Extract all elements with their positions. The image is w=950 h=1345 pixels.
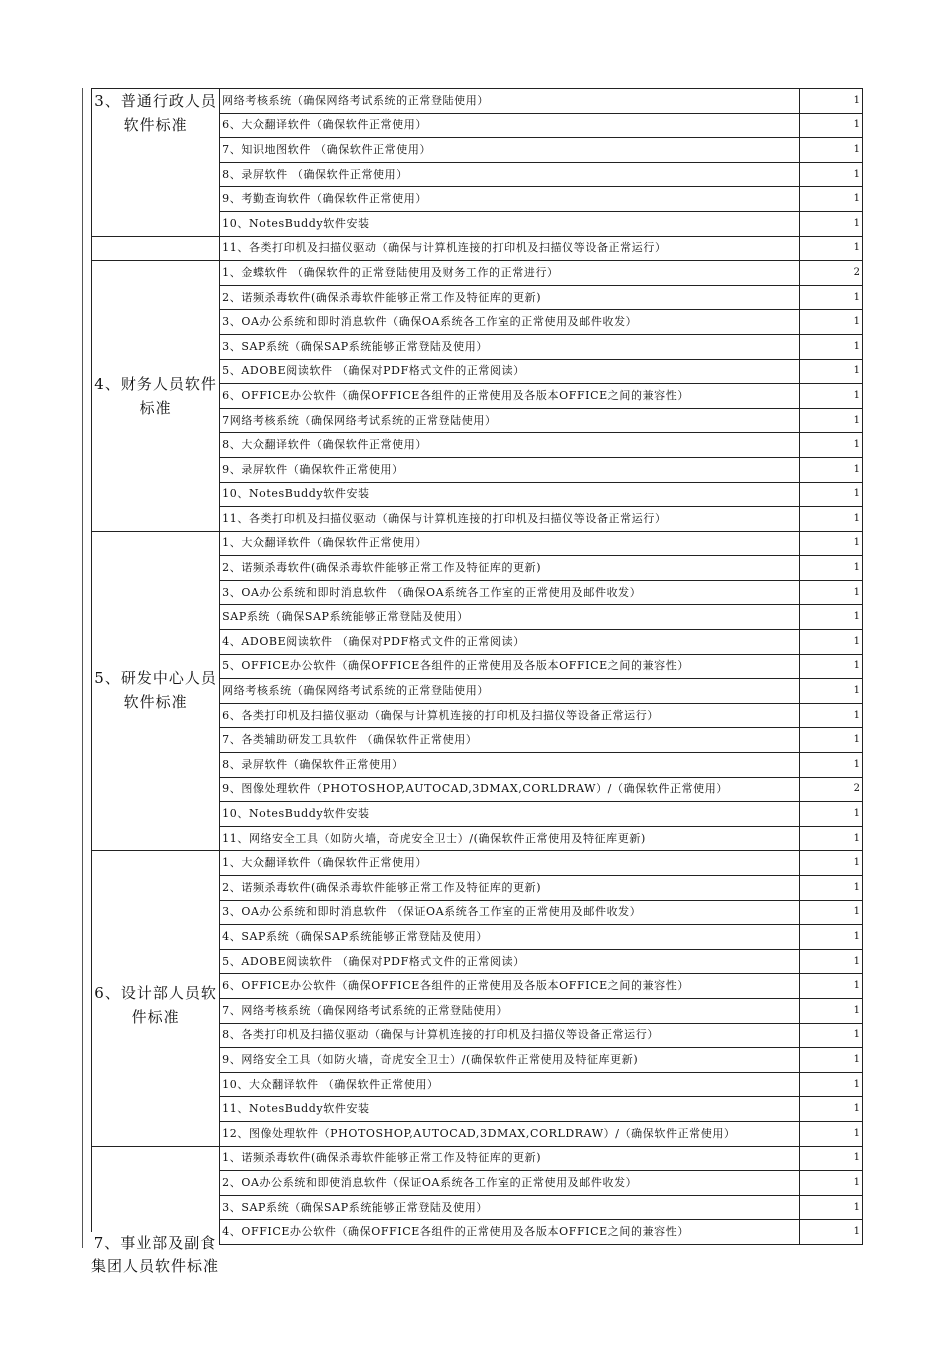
table-row [92, 1146, 863, 1171]
category-cell [92, 236, 220, 261]
software-item: 7、网络考核系统（确保网络考试系统的正常登陆使用） [220, 998, 800, 1023]
software-item: 1、大众翻译软件（确保软件正常使用） [220, 851, 800, 876]
quantity-cell: 1 [799, 753, 862, 778]
quantity-cell: 1 [799, 408, 862, 433]
category-label: 6、设计部人员软件标准 [94, 984, 217, 1026]
quantity-cell: 1 [799, 162, 862, 187]
software-item: 11、各类打印机及扫描仪驱动（确保与计算机连接的打印机及扫描仪等设备正常运行） [220, 236, 800, 261]
software-item: 2、诺频杀毒软件(确保杀毒软件能够正常工作及特征库的更新) [220, 556, 800, 581]
software-item: 4、SAP系统（确保SAP系统能够正常登陆及使用） [220, 925, 800, 950]
software-item: 6、OFFICE办公软件（确保OFFICE各组件的正常使用及各版本OFFICE之间的兼容性） [220, 384, 800, 409]
category-label: 4、财务人员软件标准 [94, 374, 217, 417]
quantity-cell: 1 [799, 334, 862, 359]
software-item: 9、网络安全工具（如防火墙，奇虎安全卫士）/(确保软件正常使用及特征库更新) [220, 1048, 800, 1073]
quantity-cell: 1 [799, 605, 862, 630]
quantity-cell: 1 [799, 1171, 862, 1196]
software-item: 6、各类打印机及扫描仪驱动（确保与计算机连接的打印机及扫描仪等设备正常运行） [220, 703, 800, 728]
quantity-cell: 1 [799, 654, 862, 679]
quantity-cell: 1 [799, 211, 862, 236]
software-item: 1、金蝶软件 （确保软件的正常登陆使用及财务工作的正常进行） [220, 261, 800, 286]
table-row [92, 851, 863, 876]
quantity-cell: 1 [799, 482, 862, 507]
quantity-cell: 1 [799, 113, 862, 138]
quantity-cell: 1 [799, 236, 862, 261]
software-item: 10、NotesBuddy软件安装 [220, 211, 800, 236]
quantity-cell: 1 [799, 802, 862, 827]
category-label-7: 7、事业部及副食集团人员软件标准 [91, 1232, 219, 1278]
quantity-cell: 1 [799, 851, 862, 876]
software-item: 8、录屏软件（确保软件正常使用） [220, 753, 800, 778]
quantity-cell: 1 [799, 949, 862, 974]
quantity-cell: 1 [799, 1023, 862, 1048]
quantity-cell: 1 [799, 433, 862, 458]
category-cell [92, 89, 220, 237]
software-item: 2、OA办公系统和即使消息软件（保证OA系统各工作室的正常使用及邮件收发） [220, 1171, 800, 1196]
category-cell [92, 531, 220, 851]
category-cell [92, 851, 220, 1146]
quantity-cell: 1 [799, 384, 862, 409]
quantity-cell: 1 [799, 580, 862, 605]
software-item: 11、各类打印机及扫描仪驱动（确保与计算机连接的打印机及扫描仪等设备正常运行） [220, 507, 800, 532]
software-item: 5、OFFICE办公软件（确保OFFICE各组件的正常使用及各版本OFFICE之间的兼容性） [220, 654, 800, 679]
software-item: 7、知识地图软件 （确保软件正常使用） [220, 138, 800, 163]
category-label: 3、普通行政人员软件标准 [94, 92, 217, 134]
quantity-cell: 1 [799, 703, 862, 728]
software-item: 3、OA办公系统和即时消息软件（确保OA系统各工作室的正常使用及邮件收发） [220, 310, 800, 335]
software-item: 2、诺频杀毒软件(确保杀毒软件能够正常工作及特征库的更新) [220, 285, 800, 310]
software-item: 7、各类辅助研发工具软件 （确保软件正常使用） [220, 728, 800, 753]
quantity-cell: 1 [799, 556, 862, 581]
software-item: SAP系统（确保SAP系统能够正常登陆及使用） [220, 605, 800, 630]
quantity-cell: 1 [799, 138, 862, 163]
software-item: 网络考核系统（确保网络考试系统的正常登陆使用） [220, 89, 800, 114]
software-item: 10、NotesBuddy软件安装 [220, 802, 800, 827]
software-standard-table [91, 88, 863, 1245]
software-item: 1、诺频杀毒软件(确保杀毒软件能够正常工作及特征库的更新) [220, 1146, 800, 1171]
quantity-cell: 1 [799, 359, 862, 384]
quantity-cell: 1 [799, 187, 862, 212]
software-item: 7网络考核系统（确保网络考试系统的正常登陆使用） [220, 408, 800, 433]
quantity-cell: 1 [799, 1146, 862, 1171]
software-item: 4、ADOBE阅读软件 （确保对PDF格式文件的正常阅读） [220, 630, 800, 655]
quantity-cell: 1 [799, 1121, 862, 1146]
table-row [92, 261, 863, 286]
category-label: 5、研发中心人员软件标准 [94, 669, 217, 712]
quantity-cell: 1 [799, 826, 862, 851]
category-cell [92, 261, 220, 532]
quantity-cell: 1 [799, 974, 862, 999]
quantity-cell: 2 [799, 777, 862, 802]
quantity-cell: 1 [799, 89, 862, 114]
quantity-cell: 1 [799, 285, 862, 310]
quantity-cell: 1 [799, 876, 862, 901]
table-row [92, 236, 863, 261]
software-item: 3、OA办公系统和即时消息软件 （确保OA系统各工作室的正常使用及邮件收发） [220, 580, 800, 605]
software-item: 9、考勤查询软件（确保软件正常使用） [220, 187, 800, 212]
quantity-cell: 1 [799, 630, 862, 655]
category-cell [92, 1146, 220, 1244]
software-item: 5、ADOBE阅读软件 （确保对PDF格式文件的正常阅读） [220, 949, 800, 974]
table-row [92, 89, 863, 114]
table-row [92, 531, 863, 556]
software-item: 4、OFFICE办公软件（确保OFFICE各组件的正常使用及各版本OFFICE之间的兼容性） [220, 1220, 800, 1245]
quantity-cell: 1 [799, 1072, 862, 1097]
software-item: 12、图像处理软件（PHOTOSHOP,AUTOCAD,3DMAX,CORLDRAW）/（确保软件正常使用） [220, 1121, 800, 1146]
software-item: 2、诺频杀毒软件(确保杀毒软件能够正常工作及特征库的更新) [220, 876, 800, 901]
quantity-cell: 1 [799, 925, 862, 950]
quantity-cell: 1 [799, 531, 862, 556]
software-item: 3、SAP系统（确保SAP系统能够正常登陆及使用） [220, 334, 800, 359]
software-item: 5、ADOBE阅读软件 （确保对PDF格式文件的正常阅读） [220, 359, 800, 384]
software-item: 11、NotesBuddy软件安装 [220, 1097, 800, 1122]
software-item: 6、OFFICE办公软件（确保OFFICE各组件的正常使用及各版本OFFICE之间的兼容性） [220, 974, 800, 999]
quantity-cell: 1 [799, 1048, 862, 1073]
software-item: 11、网络安全工具（如防火墙，奇虎安全卫士）/(确保软件正常使用及特征库更新) [220, 826, 800, 851]
quantity-cell: 1 [799, 507, 862, 532]
quantity-cell: 1 [799, 310, 862, 335]
software-item: 1、大众翻译软件（确保软件正常使用） [220, 531, 800, 556]
software-item: 10、NotesBuddy软件安装 [220, 482, 800, 507]
quantity-cell: 1 [799, 900, 862, 925]
software-item: 6、大众翻译软件（确保软件正常使用） [220, 113, 800, 138]
quantity-cell: 2 [799, 261, 862, 286]
software-item: 8、大众翻译软件（确保软件正常使用） [220, 433, 800, 458]
quantity-cell: 1 [799, 1195, 862, 1220]
quantity-cell: 1 [799, 998, 862, 1023]
software-item: 3、OA办公系统和即时消息软件 （保证OA系统各工作室的正常使用及邮件收发） [220, 900, 800, 925]
software-item: 8、各类打印机及扫描仪驱动（确保与计算机连接的打印机及扫描仪等设备正常运行） [220, 1023, 800, 1048]
software-item: 10、大众翻译软件 （确保软件正常使用） [220, 1072, 800, 1097]
quantity-cell: 1 [799, 457, 862, 482]
left-margin-rule [82, 88, 83, 1248]
software-item: 9、录屏软件（确保软件正常使用） [220, 457, 800, 482]
software-item: 3、SAP系统（确保SAP系统能够正常登陆及使用） [220, 1195, 800, 1220]
software-item: 9、图像处理软件（PHOTOSHOP,AUTOCAD,3DMAX,CORLDRAW）/（确保软件正常使用） [220, 777, 800, 802]
software-item: 8、录屏软件 （确保软件正常使用） [220, 162, 800, 187]
quantity-cell: 1 [799, 1097, 862, 1122]
software-item: 网络考核系统（确保网络考试系统的正常登陆使用） [220, 679, 800, 704]
quantity-cell: 1 [799, 728, 862, 753]
quantity-cell: 1 [799, 1220, 862, 1245]
quantity-cell: 1 [799, 679, 862, 704]
